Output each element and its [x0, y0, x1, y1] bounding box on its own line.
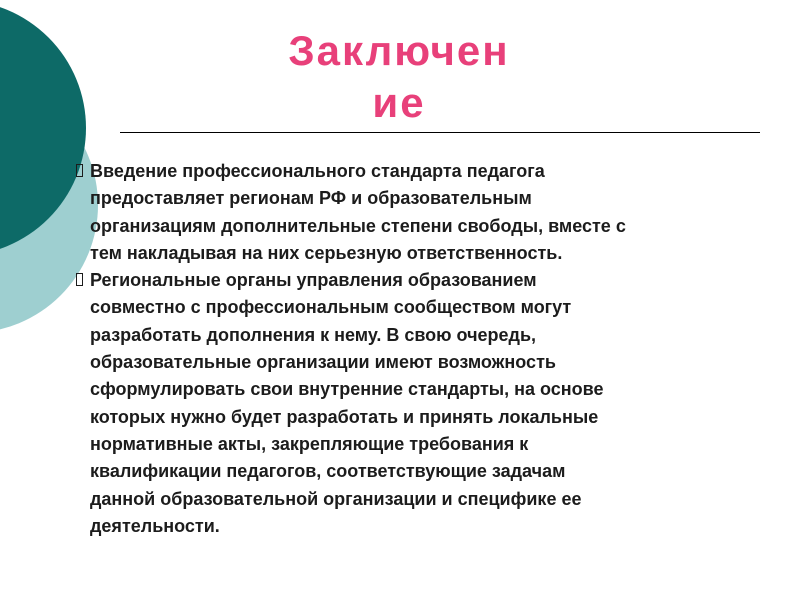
bullet-2-line-3: разработать дополнения к нему. В свою очередь,: [90, 324, 537, 345]
slide-title-line-1: Заключен: [288, 27, 510, 74]
bullet-1-line-4: тем накладывая на них серьезную ответственность.: [90, 242, 563, 263]
missing-glyph-box-icon: [76, 273, 83, 286]
bullet-2-line-4: образовательные организации имеют возможность: [90, 352, 556, 373]
slide-body: [76, 158, 766, 540]
bullet-2-line-9: данной образовательной организации и специфике ее: [90, 488, 582, 509]
bullet-2-line-2: совместно с профессиональным сообществом могут: [90, 297, 572, 318]
slide-title-line-2: ие: [372, 79, 426, 126]
slide-title: [268, 25, 530, 129]
bullet-2-line-10: деятельности.: [90, 515, 220, 536]
bullet-2-line-1: Региональные органы управления образованием: [90, 270, 537, 291]
bullet-item-2: [76, 267, 766, 540]
missing-glyph-box-icon: [76, 164, 83, 177]
bullet-1-line-3: организациям дополнительные степени свободы, вместе с: [90, 215, 626, 236]
bullet-2-line-7: нормативные акты, закрепляющие требования к: [90, 433, 529, 454]
bullet-1-line-2: предоставляет регионам РФ и образовательным: [90, 188, 532, 209]
bullet-2-line-5: сформулировать свои внутренние стандарты, на основе: [90, 379, 604, 400]
bullet-1-line-1: Введение профессионального стандарта педагога: [90, 161, 545, 181]
title-divider: [120, 132, 760, 133]
bullet-item-1: [76, 158, 766, 267]
bullet-2-line-8: квалификации педагогов, соответствующие задачам: [90, 461, 566, 482]
bullet-2-line-6: которых нужно будет разработать и принять локальные: [90, 406, 599, 427]
